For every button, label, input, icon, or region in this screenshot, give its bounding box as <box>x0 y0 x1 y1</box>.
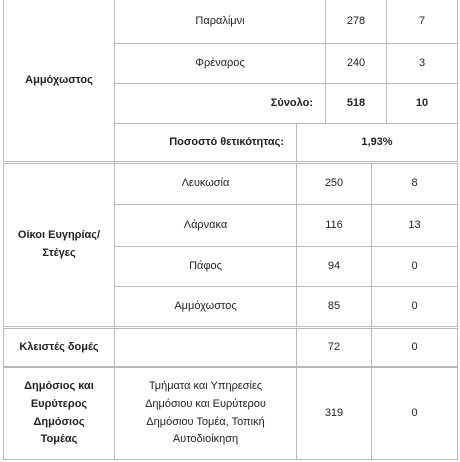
category-cell <box>3 367 115 460</box>
positivity-value: 1,93% <box>361 135 393 148</box>
table-cell <box>387 84 458 124</box>
place-label: Λάρνακα <box>183 218 228 231</box>
positives-value: 7 <box>418 14 426 27</box>
description-label: Τμήματα και Υπηρεσίες Δημόσιου και Ευρύτερου Δημόσιου Τομέα, Τοπική Αυτοδιοίκηση <box>145 380 266 446</box>
table-cell <box>372 287 458 327</box>
tests-value: 278 <box>346 14 366 27</box>
table-cell <box>115 205 297 247</box>
table-cell <box>115 287 297 327</box>
positives-value: 0 <box>411 259 418 272</box>
table-cell <box>326 0 387 44</box>
category-label: Οίκοι Ευγηρίας/ Στέγες <box>17 229 101 259</box>
positives-value: 0 <box>411 340 418 353</box>
tests-value: 116 <box>325 218 343 231</box>
table-cell <box>297 287 372 327</box>
positives-value: 3 <box>418 56 426 69</box>
region-label: Αμμόχωστος <box>25 73 93 86</box>
table-cell <box>115 0 326 44</box>
total-label: Σύνολο: <box>270 96 313 109</box>
positives-value: 0 <box>411 406 418 419</box>
place-label: Αμμόχωστος <box>174 299 237 312</box>
table-cell <box>115 44 326 84</box>
table-cell <box>372 367 458 460</box>
table-cell <box>297 247 372 287</box>
category-cell <box>3 163 115 327</box>
region-cell <box>3 0 115 162</box>
positives-value: 13 <box>408 218 421 231</box>
table-cell <box>326 44 387 84</box>
table-cell <box>387 0 458 44</box>
table-cell <box>372 205 458 247</box>
total-tests-value: 518 <box>346 96 366 109</box>
positives-value: 8 <box>411 177 418 190</box>
table-cell <box>387 44 458 84</box>
table-cell <box>297 205 372 247</box>
tests-value: 72 <box>327 340 341 353</box>
tests-value: 85 <box>327 299 341 312</box>
table-cell <box>326 84 387 124</box>
table-cell <box>297 163 372 205</box>
tests-value: 240 <box>346 56 366 69</box>
table-cell <box>115 367 297 460</box>
place-label: Πάφος <box>189 259 222 272</box>
place-label: Παραλίμνι <box>195 14 245 27</box>
table-cell <box>372 247 458 287</box>
tests-value: 94 <box>327 259 341 272</box>
category-label: Κλειστές δομές <box>19 340 99 353</box>
category-cell <box>3 328 115 367</box>
tests-value: 250 <box>324 177 344 190</box>
table-cell <box>115 163 297 205</box>
table-cell <box>297 328 372 367</box>
positivity-value-cell <box>297 124 458 162</box>
place-label: Λευκωσία <box>181 177 230 190</box>
total-positives-value: 10 <box>415 96 429 109</box>
table-cell <box>372 328 458 367</box>
table-cell <box>297 367 372 460</box>
table-cell <box>115 328 297 367</box>
tests-value: 319 <box>324 406 344 419</box>
table-cell <box>372 163 458 205</box>
table-cell <box>115 247 297 287</box>
positivity-label: Ποσοστό θετικότητας: <box>169 135 284 148</box>
positives-value: 0 <box>411 299 418 312</box>
positivity-label-cell <box>115 124 297 162</box>
place-label: Φρέναρος <box>195 56 245 69</box>
category-label: Δημόσιος και Ευρύτερος Δημόσιος Τομέας <box>24 380 94 446</box>
total-label-cell <box>115 84 326 124</box>
